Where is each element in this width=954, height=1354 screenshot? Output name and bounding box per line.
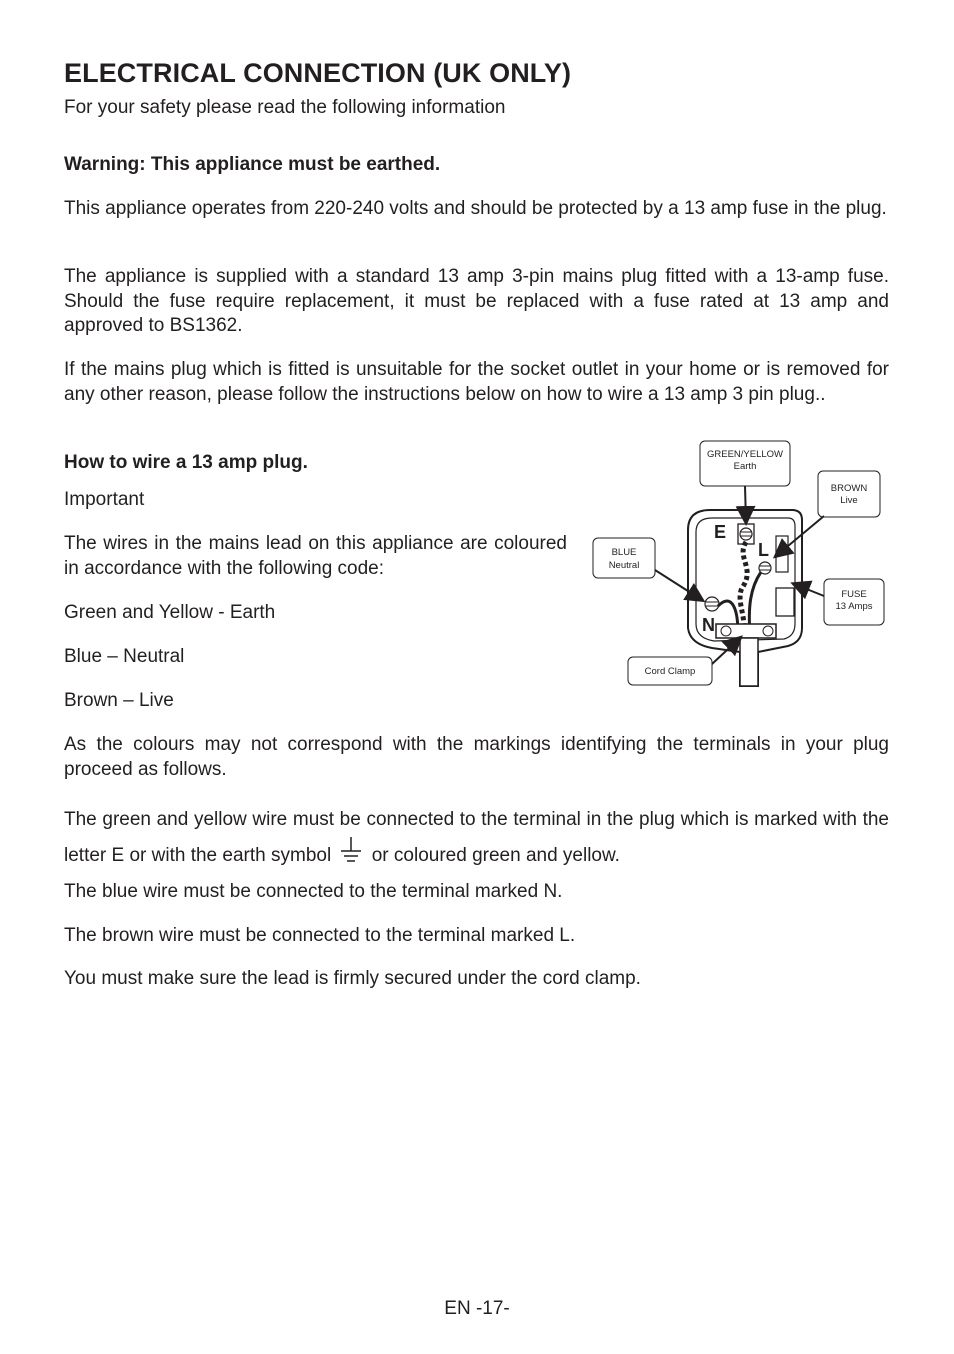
terminal-l-letter: L xyxy=(758,540,769,560)
live-label-line1: BROWN xyxy=(830,483,868,494)
paragraph-unsuitable-plug: If the mains plug which is fitted is unsuitable for the socket outlet in your home or is removed for any other reason, please follow the instructions below on how to wire a 13 amp 3 pin plug.. xyxy=(64,359,889,405)
plug-wiring-diagram xyxy=(590,438,890,694)
fuse xyxy=(776,588,794,616)
earth-symbol-icon xyxy=(340,837,362,865)
earth-label-line2: Earth xyxy=(733,461,757,472)
cord-clamp-label: Cord Clamp xyxy=(644,666,696,677)
paragraph-plug-supplied: The appliance is supplied with a standard 13 amp 3-pin mains plug fitted with a 13-amp fuse. Should the fuse require replacement, it must be replaced with a fuse rated at 13 amp and approved to BS1362. xyxy=(64,266,889,336)
neutral-terminal-screw xyxy=(705,597,719,611)
live-label-line2: Live xyxy=(840,495,858,506)
subtitle: For your safety please read the following information xyxy=(64,97,506,118)
code-neutral: Blue – Neutral xyxy=(64,646,185,667)
how-to-heading: How to wire a 13 amp plug. xyxy=(64,452,308,473)
earth-label-line1: GREEN/YELLOW xyxy=(706,449,784,460)
paragraph-colours-mismatch: As the colours may not correspond with the markings identifying the terminals in your plug proceed as follows. xyxy=(64,734,889,780)
paragraph-brown-wire: The brown wire must be connected to the terminal marked L. xyxy=(64,925,576,946)
page-number: EN -17- xyxy=(444,1298,510,1319)
paragraph-green-yellow xyxy=(64,802,889,873)
neutral-label-line1: BLUE xyxy=(611,547,637,558)
warning-heading: Warning: This appliance must be earthed. xyxy=(64,154,441,175)
colour-code-intro: The wires in the mains lead on this appliance are coloured in accordance with the following code: xyxy=(64,533,567,579)
paragraph-blue-wire: The blue wire must be connected to the terminal marked N. xyxy=(64,881,563,902)
important-label: Important xyxy=(64,489,145,510)
fuse-label-line1: FUSE xyxy=(841,589,867,600)
terminal-e-letter: E xyxy=(714,522,727,542)
page-title: ELECTRICAL CONNECTION (UK ONLY) xyxy=(64,58,572,88)
mains-cable xyxy=(740,638,758,686)
earth-terminal-screw xyxy=(740,528,752,540)
terminal-n-letter: N xyxy=(702,615,715,635)
green-yellow-text-a: The green and yellow wire must be connected to the terminal in the plug which is marked with the letter E or with the earth symbol xyxy=(64,809,889,866)
green-yellow-text-b: or coloured green and yellow. xyxy=(371,845,620,866)
code-live: Brown – Live xyxy=(64,690,174,711)
paragraph-voltage: This appliance operates from 220-240 volts and should be protected by a 13 amp fuse in the plug. xyxy=(64,198,887,219)
fuse-label-line2: 13 Amps xyxy=(835,601,873,612)
neutral-label-line2: Neutral xyxy=(608,560,640,571)
paragraph-cord-clamp: You must make sure the lead is firmly secured under the cord clamp. xyxy=(64,968,641,989)
code-earth: Green and Yellow - Earth xyxy=(64,602,276,623)
